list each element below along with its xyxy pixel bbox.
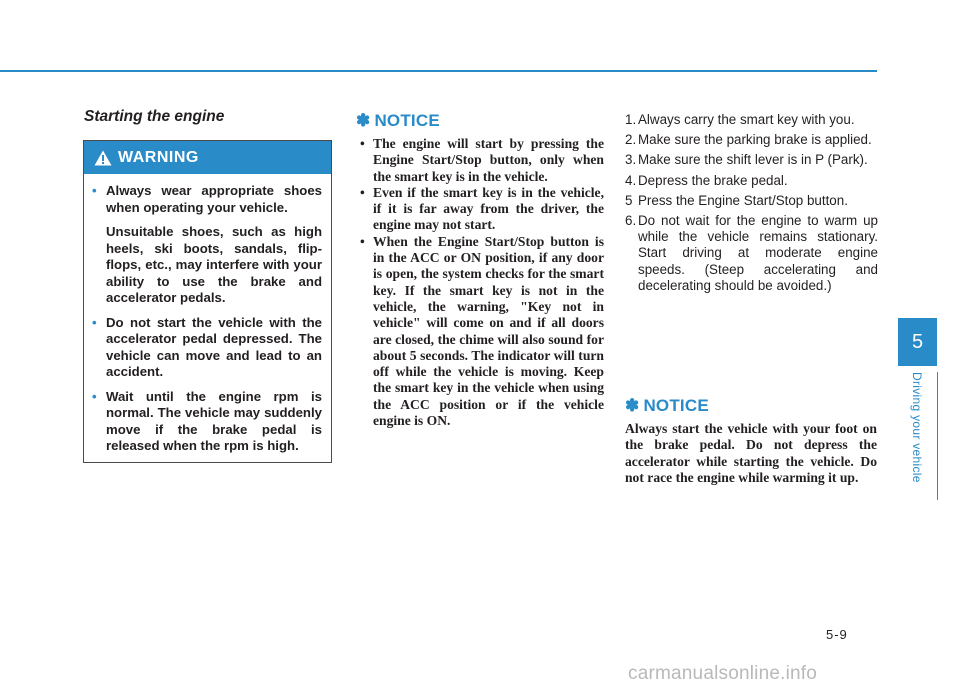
step-text: Make sure the parking brake is applied.: [638, 132, 872, 148]
notice-heading-text: NOTICE: [374, 111, 440, 130]
warning-item-text: Wait until the engine rpm is normal. The vehicle may suddenly move if the brake pedal is released when the rpm is high.: [106, 388, 322, 453]
notice-item: [356, 234, 604, 430]
notice-item-text: Even if the smart key is in the vehicle, if it is far away from the driver, the engine may not start.: [373, 184, 604, 233]
section-title: Starting the engine: [84, 108, 225, 125]
step-item: [625, 112, 878, 128]
step-item: [625, 132, 878, 148]
step-item: [625, 152, 878, 168]
warning-item-text: Always wear appropriate shoes when operating your vehicle.: [106, 183, 322, 215]
step-number: 4.: [625, 172, 637, 188]
step-text: Always carry the smart key with you.: [638, 112, 855, 127]
bullet: •: [360, 136, 365, 151]
notice-item: [356, 185, 604, 234]
chapter-divider: [937, 372, 938, 500]
warning-header: [84, 141, 331, 174]
warning-list: [84, 174, 331, 455]
bullet: •: [92, 314, 97, 330]
warning-triangle-icon: [94, 150, 112, 166]
warning-item: [92, 183, 322, 307]
step-item: [625, 213, 878, 294]
step-number: 3.: [625, 152, 637, 168]
watermark: carmanualsonline.info: [628, 663, 818, 684]
step-text: Make sure the shift lever is in P (Park).: [638, 152, 868, 168]
step-text: Depress the brake pedal.: [638, 172, 788, 188]
step-item: [625, 173, 878, 189]
step-number: 2.: [625, 132, 637, 148]
step-text: Do not wait for the engine to warm up while the vehicle remains stationary. Start driving at moderate engine speeds. (Steep accelerating and decelerating should be avoided.): [638, 213, 878, 293]
notice-heading: [625, 396, 709, 416]
bullet: •: [360, 233, 365, 249]
notice-star-icon: ✽: [625, 396, 640, 415]
warning-item: [92, 389, 322, 455]
warning-item: [92, 315, 322, 381]
warning-title: WARNING: [118, 148, 199, 166]
notice-list: [356, 136, 604, 429]
warning-box: [83, 140, 332, 463]
steps-list: [625, 112, 878, 298]
notice-heading-text: NOTICE: [643, 396, 709, 415]
chapter-label: Driving your vehicle: [910, 372, 924, 483]
bullet: •: [360, 184, 365, 200]
chapter-tab[interactable]: [898, 318, 937, 366]
notice-heading: [356, 111, 440, 131]
step-number: 1.: [625, 112, 637, 127]
notice-item: [356, 136, 604, 185]
chapter-number: 5: [911, 330, 924, 353]
warning-item-text: Unsuitable shoes, such as high heels, ski boots, sandals, flip-flops, etc., may interfere with your ability to use the brake and accelerator pedals.: [106, 224, 322, 305]
warning-item-text: Do not start the vehicle with the accelerator pedal depressed. The vehicle can move and lead to an accident.: [106, 314, 322, 379]
notice-item-text: The engine will start by pressing the Engine Start/Stop button, only when the smart key is in the vehicle.: [373, 136, 604, 184]
step-text: Press the Engine Start/Stop button.: [638, 192, 848, 208]
step-item: [625, 193, 878, 209]
step-number: 6.: [625, 213, 637, 229]
bullet: •: [92, 183, 97, 198]
page-number: 5-9: [826, 627, 848, 642]
step-number: 5: [625, 192, 633, 208]
bullet: •: [92, 388, 97, 404]
notice-item-text: When the Engine Start/Stop button is in the ACC or ON position, if any door is open, the system checks for the smart key. If the smart key is not in the vehicle, the warning, "Key not in vehicle" will come on and if all doors are closed, the chime will also sound for about 5 seconds. The indicator will turn off while the vehicle is moving. Keep the smart key in the vehicle when using the ACC position or if the vehicle engine is ON.: [373, 233, 604, 429]
notice-star-icon: ✽: [356, 111, 371, 130]
notice-text: Always start the vehicle with your foot on the brake pedal. Do not depress the accelerator while starting the vehicle. Do not race the engine while warming it up.: [625, 421, 877, 486]
header-rule: [0, 70, 877, 72]
